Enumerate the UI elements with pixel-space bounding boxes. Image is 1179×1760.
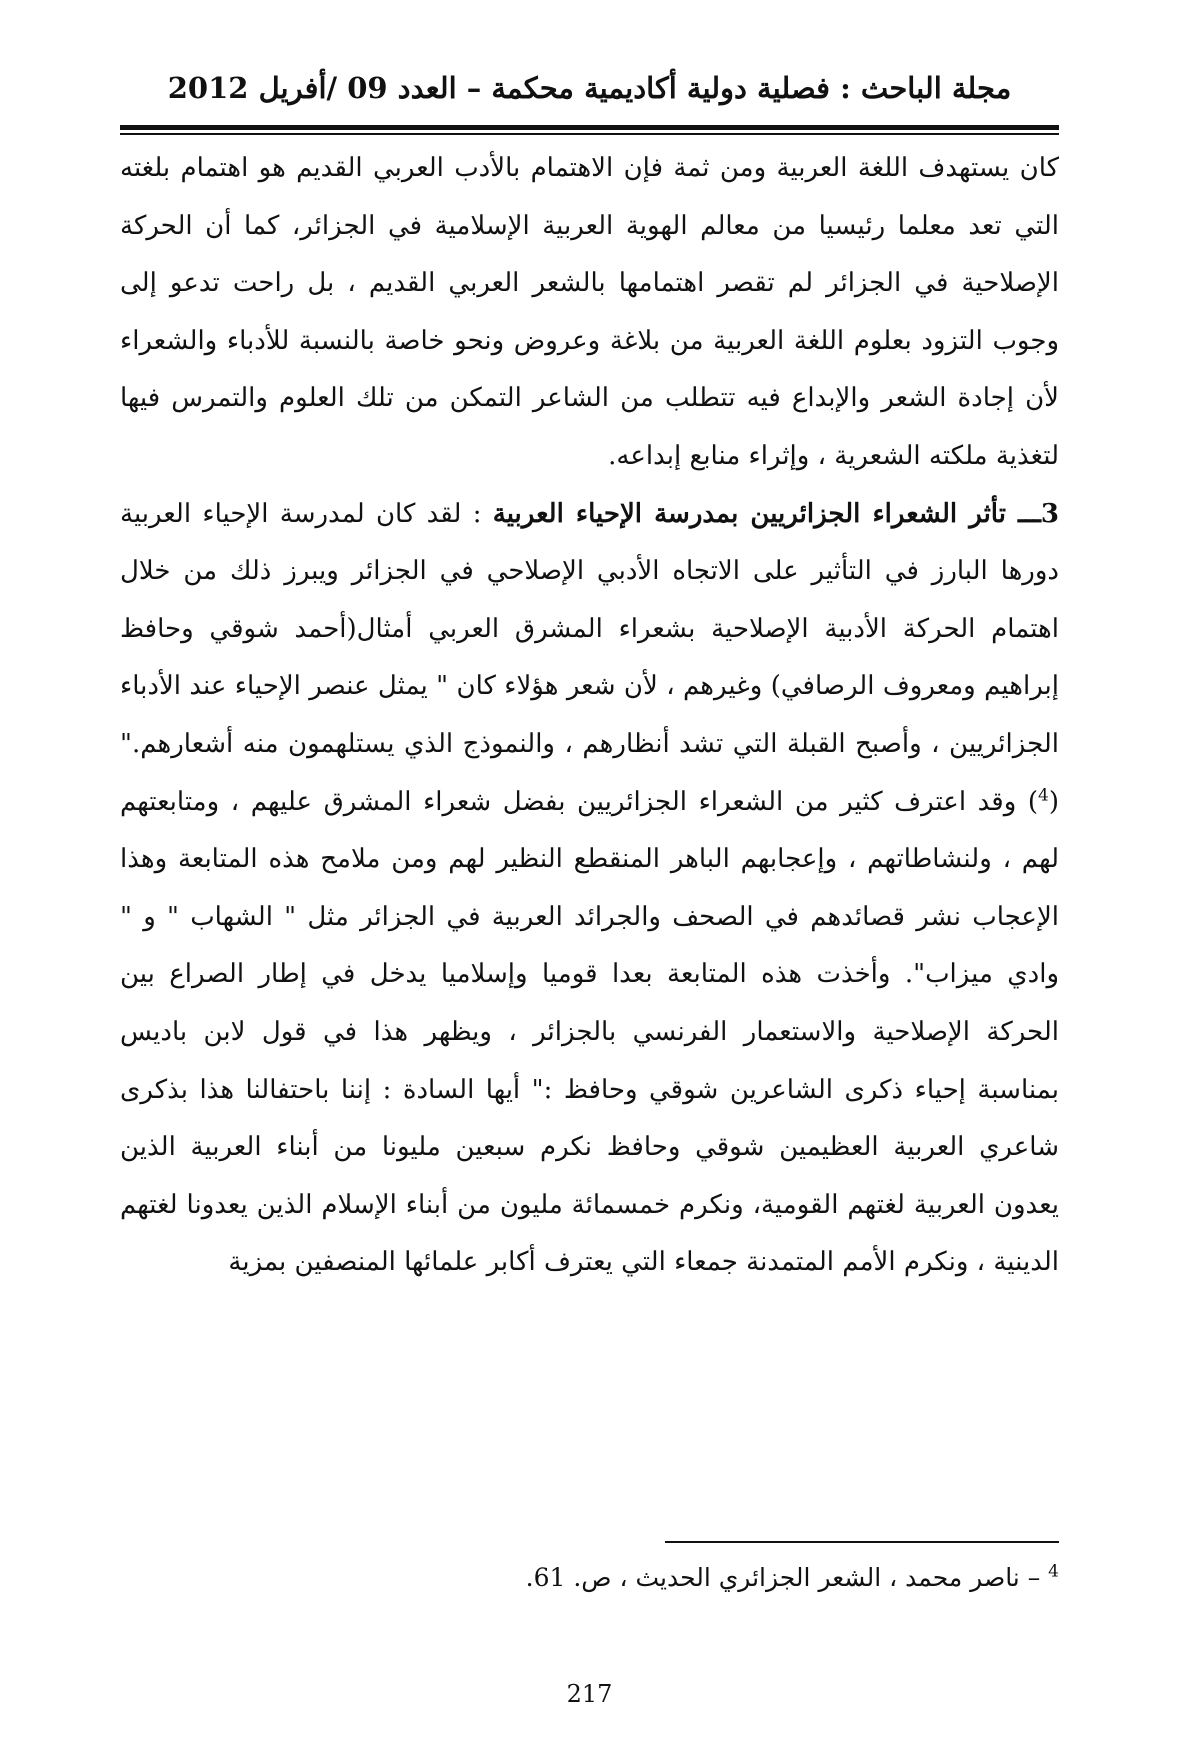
paragraph-1: كان يستهدف اللغة العربية ومن ثمة فإن الاهتمام بالأدب العربي القديم هو اهتمام بلغته التي تعد معلما رئيسيا من معالم الهوية العربية الإسلامية في الجزائر، كما أن الحركة الإصلاحية في الجزائر لم تقصر اهتمامها بالشعر العربي القديم ، بل راحت تدعو إلى وجوب التزود بعلوم اللغة العربية من بلاغة وعروض ونحو خاصة بالنسبة للأدباء والشعراء لأن إجادة الشعر والإبداع فيه تتطلب من الشاعر التمكن من تلك العلوم والتمرس فيها لتغذية ملكته الشعرية ، وإثراء منابع إبداعه. — [120, 153, 1059, 471]
footnote — [400, 1558, 1059, 1598]
paragraph-2-text-b: ) وقد اعترف كثير من الشعراء الجزائريين بفضل شعراء المشرق عليهم ، ومتابعتهم لهم ، ولنشاطاتهم ، وإعجابهم الباهر المنقطع النظير لهم ومن ملامح هذه المتابعة وهذا الإعجاب نشر قصائدهم في الصحف والجرائد العربية في الجزائر مثل " الشهاب " و " وادي ميزاب". وأخذت هذه المتابعة بعدا قوميا وإسلاميا يدخل في إطار الصراع بين الحركة الإصلاحية والاستعمار الفرنسي بالجزائر ، ويظهر هذا في قول لابن باديس بمناسبة إحياء ذكرى الشاعرين شوقي وحافظ :" أيها السادة : إننا باحتفالنا هذا بذكرى شاعري العربية العظيمين شوقي وحافظ نكرم سبعين مليونا من أبناء العربية الذين يعدون العربية لغتهم القومية، ونكرم خمسمائة مليون من أبناء الإسلام الذين يعدونا لغتهم الدينية ، ونكرم الأمم المتمدنة جمعاء التي يعترف أكابر علمائها المنصفين بمزية — [120, 786, 1059, 1278]
article-body — [120, 140, 1059, 1475]
paragraph-2-text-a: : لقد كان لمدرسة الإحياء العربية دورها البارز في التأثير على الاتجاه الأدبي الإصلاحي في الجزائر ويبرز ذلك من خلال اهتمام الحركة الأدبية الإصلاحية بشعراء المشرق العربي أمثال(أحمد شوقي وحافظ إبراهيم ومعروف الرصافي) وغيرهم ، لأن شعر هؤلاء كان " يمثل عنصر الإحياء عند الأدباء الجزائريين ، وأصبح القبلة التي تشد أنظارهم ، والنموذج الذي يستلهمون منه أشعارهم."( — [120, 498, 1059, 817]
paragraph-2 — [120, 486, 1059, 1292]
section-title: 3ـــ تأثر الشعراء الجزائريين بمدرسة الإحياء العربية — [492, 498, 1059, 529]
header-rule-thick — [120, 125, 1059, 130]
footnote-reference[interactable]: 4 — [1038, 784, 1049, 805]
footnote-text: – ناصر محمد ، الشعر الجزائري الحديث ، ص. 61. — [525, 1563, 1049, 1592]
page-number: 217 — [566, 1680, 613, 1708]
running-head: مجلة الباحث : فصلية دولية أكاديمية محكمة – العدد 09 /أفريل 2012 — [167, 71, 1012, 105]
header-rule-thin — [120, 133, 1059, 135]
footnote-number: 4 — [1048, 1561, 1059, 1582]
footnote-separator — [665, 1541, 1059, 1543]
